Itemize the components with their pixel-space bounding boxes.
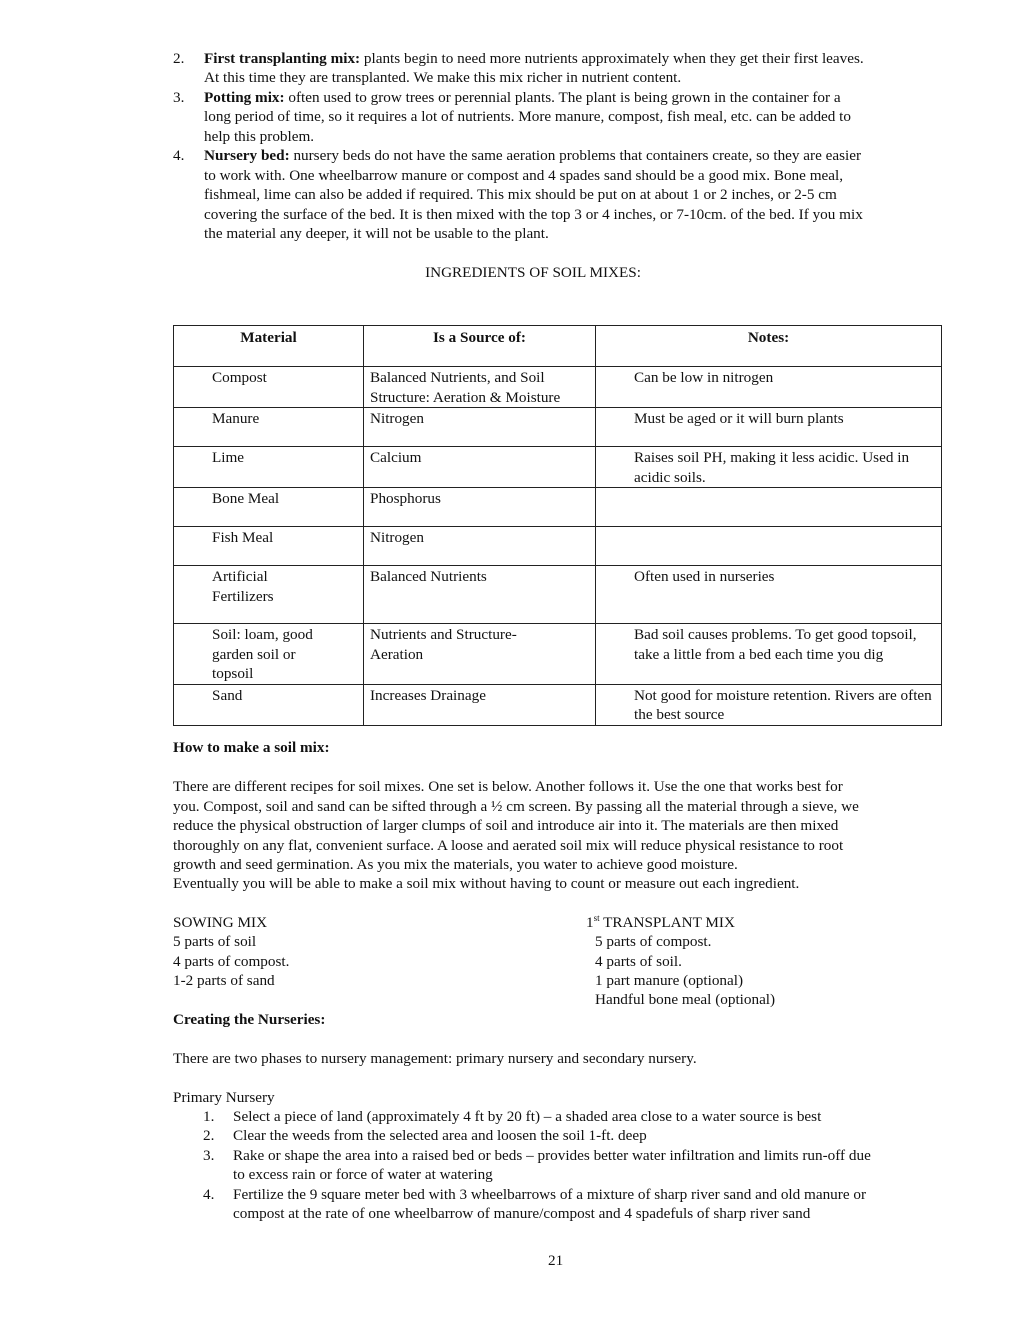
cell-notes: Often used in nurseries xyxy=(596,566,942,624)
cell-material: Sand xyxy=(174,684,364,725)
list-item-potting-mix xyxy=(204,88,841,108)
text-line: fishmeal, lime can also be added if required. This mix should be put on at about 1 or 2 inches, or 2-5 cm xyxy=(204,186,837,203)
cell-source: Phosphorus xyxy=(364,488,596,527)
term: First transplanting mix: xyxy=(204,50,361,67)
cell-material: Manure xyxy=(174,408,364,447)
text-line: long period of time, so it requires a lot of nutrients. More manure, compost, fish meal, etc. can be added to xyxy=(204,108,851,125)
table-row xyxy=(174,527,942,566)
text-line: covering the surface of the bed. It is then mixed with the top 3 or 4 inches, or 7-10cm. of the bed. If you mix xyxy=(204,206,863,223)
transplant-mix-item: Handful bone meal (optional) xyxy=(595,991,776,1008)
text-line: you. Compost, soil and sand can be sifted through a ½ cm screen. By passing all the material through a sieve, we xyxy=(173,798,859,815)
cell-notes: Not good for moisture retention. Rivers are often the best source xyxy=(596,684,942,725)
term: Nursery bed: xyxy=(204,147,290,164)
sowing-mix-item: 1-2 parts of sand xyxy=(173,972,275,989)
text-line: reduce the physical obstruction of larger clumps of soil and introduce air into it. The materials are then mixed xyxy=(173,817,839,834)
transplant-mix-title xyxy=(586,913,735,933)
text-line: thoroughly on any flat, convenient surface. A loose and aerated soil mix will reduce physical resistance to root xyxy=(173,837,844,854)
cell-source: Balanced Nutrients xyxy=(364,566,596,624)
ingredients-table xyxy=(173,325,942,726)
cell-notes xyxy=(596,527,942,566)
table-row xyxy=(174,488,942,527)
table-row xyxy=(174,624,942,685)
step-item: Fertilize the 9 square meter bed with 3 wheelbarrows of a mixture of sharp river sand and old manure or xyxy=(233,1186,867,1203)
step-item-cont: to excess rain or force of water at watering xyxy=(233,1166,493,1183)
transplant-mix-item: 1 part manure (optional) xyxy=(595,972,744,989)
primary-nursery-subheading: Primary Nursery xyxy=(173,1089,275,1106)
text-line: growth and seed germination. As you mix the materials, you water to achieve good moisture. xyxy=(173,856,738,873)
table-row xyxy=(174,408,942,447)
cell-material: Bone Meal xyxy=(174,488,364,527)
title-sup: st xyxy=(593,913,600,923)
title-num: 1 xyxy=(586,914,594,931)
cell-notes: Raises soil PH, making it less acidic. Used in acidic soils. xyxy=(596,447,942,488)
cell-source: Nitrogen xyxy=(364,527,596,566)
cell-notes: Can be low in nitrogen xyxy=(596,367,942,408)
list-number: 2. xyxy=(173,50,185,67)
table-row xyxy=(174,566,942,624)
step-item: Clear the weeds from the selected area and loosen the soil 1-ft. deep xyxy=(233,1127,647,1144)
step-item-cont: compost at the rate of one wheelbarrow of manure/compost and 4 spadefuls of sharp river sand xyxy=(233,1205,811,1222)
text-line: help this problem. xyxy=(204,128,315,145)
cell-material: Soil: loam, good garden soil or topsoil xyxy=(174,624,364,685)
cell-notes: Must be aged or it will burn plants xyxy=(596,408,942,447)
table-row xyxy=(174,684,942,725)
step-number: 3. xyxy=(203,1147,215,1164)
step-number: 1. xyxy=(203,1108,215,1125)
nurseries-intro: There are two phases to nursery management: primary nursery and secondary nursery. xyxy=(173,1050,697,1067)
cell-notes: Bad soil causes problems. To get good topsoil, take a little from a bed each time you dig xyxy=(596,624,942,685)
header-notes: Notes: xyxy=(596,326,942,367)
step-item: Rake or shape the area into a raised bed or beds – provides better water infiltration and limits run-off due xyxy=(233,1147,871,1164)
table-title: INGREDIENTS OF SOIL MIXES: xyxy=(425,264,641,281)
table-header-row xyxy=(174,326,942,367)
text-line: There are different recipes for soil mixes. One set is below. Another follows it. Use the one that works best for xyxy=(173,778,843,795)
sowing-mix-title: SOWING MIX xyxy=(173,914,268,931)
cell-notes xyxy=(596,488,942,527)
text: often used to grow trees or perennial plants. The plant is being grown in the container for a xyxy=(284,89,841,106)
sowing-mix-item: 4 parts of compost. xyxy=(173,953,290,970)
text: plants begin to need more nutrients approximately when they get their first leaves. xyxy=(360,50,864,67)
step-item: Select a piece of land (approximately 4 ft by 20 ft) – a shaded area close to a water source is best xyxy=(233,1108,822,1125)
cell-source: Calcium xyxy=(364,447,596,488)
text: nursery beds do not have the same aeration problems that containers create, so they are easier xyxy=(289,147,862,164)
cell-material: Fish Meal xyxy=(174,527,364,566)
list-item-first-transplanting xyxy=(204,49,864,69)
step-number: 2. xyxy=(203,1127,215,1144)
text-line: Eventually you will be able to make a soil mix without having to count or measure out each ingredient. xyxy=(173,875,800,892)
header-material: Material xyxy=(174,326,364,367)
page-number: 21 xyxy=(548,1252,564,1269)
title-rest: TRANSPLANT MIX xyxy=(599,914,735,931)
step-number: 4. xyxy=(203,1186,215,1203)
heading-text: Creating the Nurseries: xyxy=(173,1011,326,1028)
sowing-mix-item: 5 parts of soil xyxy=(173,933,257,950)
section-heading-how-to xyxy=(173,738,330,758)
list-item-nursery-bed xyxy=(204,146,861,166)
list-number: 3. xyxy=(173,89,185,106)
header-source: Is a Source of: xyxy=(364,326,596,367)
cell-source: Increases Drainage xyxy=(364,684,596,725)
cell-source: Balanced Nutrients, and Soil Structure: Aeration & Moisture xyxy=(364,367,596,408)
cell-material: Lime xyxy=(174,447,364,488)
cell-material: Artificial Fertilizers xyxy=(174,566,364,624)
cell-source: Nitrogen xyxy=(364,408,596,447)
term: Potting mix: xyxy=(204,89,285,106)
text-line: At this time they are transplanted. We make this mix richer in nutrient content. xyxy=(204,69,682,86)
cell-material: Compost xyxy=(174,367,364,408)
section-heading-nurseries xyxy=(173,1010,325,1030)
table-row xyxy=(174,447,942,488)
transplant-mix-item: 5 parts of compost. xyxy=(595,933,712,950)
text-line: to work with. One wheelbarrow manure or compost and 4 spades sand should be a good mix. Bone meal, xyxy=(204,167,844,184)
text-line: the material any deeper, it will not be usable to the plant. xyxy=(204,225,549,242)
heading-text: How to make a soil mix: xyxy=(173,739,330,756)
table-row xyxy=(174,367,942,408)
cell-source: Nutrients and Structure-Aeration xyxy=(364,624,596,685)
transplant-mix-item: 4 parts of soil. xyxy=(595,953,682,970)
list-number: 4. xyxy=(173,147,185,164)
